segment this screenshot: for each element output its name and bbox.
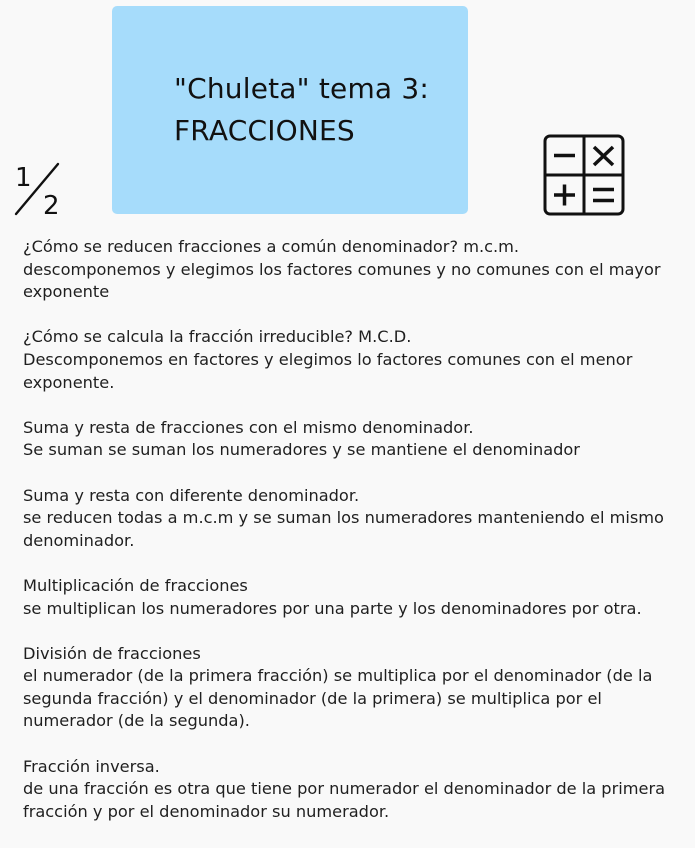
section-text: Se suman se suman los numeradores y se mantiene el denominador [23,440,580,460]
section-heading: ¿Cómo se reducen fracciones a común denominador? m.c.m. [23,237,520,256]
section-text: Descomponemos en factores y elegimos lo factores comunes con el menor exponente. [23,349,633,392]
title-line-2: FRACCIONES [174,114,355,147]
section-different-denominator [23,485,683,553]
section-same-denominator [23,417,683,462]
section-heading: Suma y resta de fracciones con el mismo denominador. [23,417,474,437]
section-heading: División de fracciones [23,643,201,663]
section-heading: Fracción inversa. [23,756,160,776]
calculator-operators-icon [543,134,625,216]
half-numerator: 1 [15,163,32,193]
title-line-1: "Chuleta" tema 3: [174,72,430,105]
title-card [112,6,468,214]
one-half-fraction-icon [12,162,64,218]
section-text: se multiplican los numeradores por una parte y los denominadores por otra. [23,598,642,618]
section-text: se reducen todas a m.c.m y se suman los numeradores manteniendo el mismo denominador. [23,508,664,550]
half-denominator: 2 [43,191,60,218]
section-text: descomponemos y elegimos los factores comunes y no comunes con el mayor exponente [23,259,661,302]
section-heading: Suma y resta con diferente denominador. [23,485,360,505]
cheatsheet-content [23,236,683,846]
section-inverse-fraction [23,756,683,824]
section-common-denominator [23,236,683,304]
section-text: de una fracción es otra que tiene por numerador el denominador de la primera fracción y por el denominador su numerador. [23,779,666,821]
section-heading: Multiplicación de fracciones [23,575,248,595]
section-heading: ¿Cómo se calcula la fracción irreducible? M.C.D. [23,327,412,347]
section-irreducible-fraction [23,326,683,394]
section-text: el numerador (de la primera fracción) se multiplica por el denominador (de la segunda fracción) y el denominador (de la primera) se multiplica por el numerador (de la segunda). [23,666,653,731]
section-division [23,643,683,733]
section-multiplication [23,575,683,620]
